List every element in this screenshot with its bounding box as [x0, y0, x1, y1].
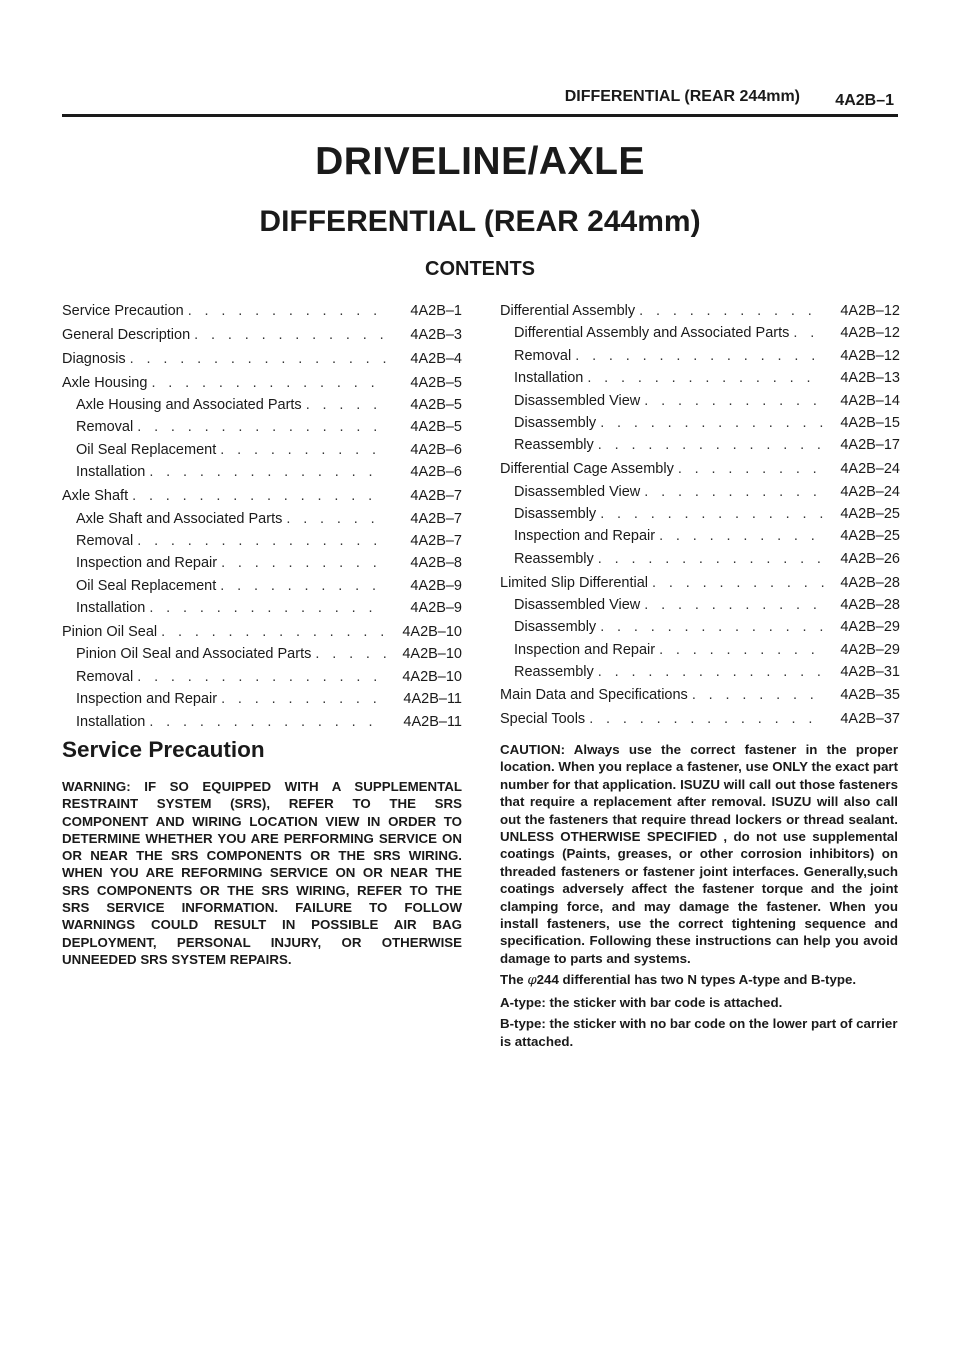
- toc-leader: [188, 303, 386, 319]
- toc-entry-page: 4A2B–24: [840, 483, 900, 500]
- toc-entry-page: 4A2B–29: [840, 641, 900, 658]
- toc-entry[interactable]: [500, 551, 900, 573]
- toc-entry-page: 4A2B–6: [410, 441, 462, 458]
- toc-entry-label: Differential Cage Assembly: [500, 461, 674, 478]
- toc-leader: [598, 437, 824, 453]
- toc-entry[interactable]: [62, 511, 462, 533]
- toc-entry[interactable]: [500, 506, 900, 528]
- toc-entry-page: 4A2B–11: [403, 691, 462, 708]
- toc-entry[interactable]: [500, 370, 900, 392]
- toc-entry-page: 4A2B–9: [410, 577, 462, 594]
- toc-entry[interactable]: [62, 624, 462, 646]
- toc-entry[interactable]: [500, 303, 900, 325]
- toc-leader: [600, 619, 824, 635]
- toc-entry-page: 4A2B–25: [840, 528, 900, 545]
- toc-entry-label: Oil Seal Replacement: [76, 577, 217, 594]
- toc-entry[interactable]: [62, 646, 462, 668]
- toc-right-column: [500, 303, 900, 733]
- toc-entry-label: Disassembled View: [514, 483, 641, 500]
- toc-entry[interactable]: [62, 327, 462, 349]
- toc-leader: [151, 375, 386, 391]
- toc-entry-label: Disassembled View: [514, 597, 641, 614]
- toc-leader: [598, 664, 824, 680]
- toc-leader: [589, 711, 824, 727]
- phi-prefix: The: [500, 972, 528, 988]
- toc-leader: [137, 669, 386, 685]
- toc-entry-page: 4A2B–12: [840, 347, 900, 364]
- toc-entry-page: 4A2B–29: [840, 619, 900, 636]
- toc-entry-label: Removal: [514, 347, 572, 364]
- toc-leader: [659, 528, 824, 544]
- toc-entry[interactable]: [500, 461, 900, 483]
- toc-entry[interactable]: [500, 664, 900, 686]
- toc-entry[interactable]: [62, 691, 462, 713]
- toc-entry-label: Installation: [514, 370, 584, 387]
- toc-entry-page: 4A2B–31: [840, 664, 900, 681]
- toc-entry-label: Differential Assembly and Associated Parts: [514, 325, 790, 342]
- toc-leader: [221, 691, 386, 707]
- toc-leader: [137, 533, 386, 549]
- toc-entry-label: Reassembly: [514, 437, 594, 454]
- toc-leader: [598, 551, 824, 567]
- toc-entry-label: Axle Housing and Associated Parts: [76, 397, 302, 414]
- toc-entry-label: Service Precaution: [62, 303, 184, 319]
- toc-entry-page: 4A2B–17: [840, 437, 900, 454]
- toc-entry-page: 4A2B–14: [840, 392, 900, 409]
- toc-entry[interactable]: [62, 578, 462, 600]
- toc-leader: [315, 646, 386, 662]
- toc-entry-page: 4A2B–26: [840, 550, 900, 567]
- toc-entry-page: 4A2B–5: [410, 419, 462, 436]
- toc-entry[interactable]: [62, 397, 462, 419]
- toc-entry[interactable]: [62, 464, 462, 486]
- toc-entry-page: 4A2B–24: [840, 461, 900, 478]
- toc-entry[interactable]: [62, 419, 462, 441]
- a-type-note: A-type: the sticker with bar code is attached.: [500, 994, 783, 1010]
- toc-left-column: [62, 303, 462, 736]
- toc-entry[interactable]: [62, 442, 462, 464]
- toc-entry-page: 4A2B–25: [840, 506, 900, 523]
- toc-entry[interactable]: [62, 488, 462, 510]
- toc-entry-label: Oil Seal Replacement: [76, 441, 217, 458]
- toc-entry[interactable]: [500, 597, 900, 619]
- toc-entry-page: 4A2B–7: [410, 510, 462, 527]
- toc-leader: [221, 555, 386, 571]
- toc-entry-label: Limited Slip Differential: [500, 574, 649, 591]
- phi-rest: 244 differential has two N types A-type and B-type.: [536, 972, 857, 988]
- toc-leader: [194, 327, 386, 343]
- toc-entry-page: 4A2B–37: [840, 710, 900, 727]
- toc-entry-label: Removal: [76, 532, 134, 549]
- toc-entry[interactable]: [500, 325, 900, 347]
- toc-entry[interactable]: [500, 528, 900, 550]
- toc-entry-label: Inspection and Repair: [514, 641, 656, 658]
- toc-leader: [132, 488, 386, 504]
- header-page-number: 4A2B–1: [835, 92, 894, 109]
- toc-entry-label: Disassembled View: [514, 392, 641, 409]
- toc-entry[interactable]: [62, 375, 462, 397]
- toc-entry[interactable]: [500, 711, 900, 733]
- toc-leader: [137, 419, 386, 435]
- toc-entry-page: 4A2B–12: [840, 303, 900, 319]
- toc-leader: [644, 393, 824, 409]
- phi-symbol: φ: [527, 973, 537, 989]
- toc-leader: [659, 642, 824, 658]
- toc-entry[interactable]: [500, 393, 900, 415]
- toc-entry-page: 4A2B–10: [402, 646, 462, 663]
- toc-entry-page: 4A2B–4: [410, 350, 462, 367]
- toc-entry-label: Axle Housing: [62, 374, 148, 391]
- toc-entry-page: 4A2B–11: [403, 713, 462, 730]
- toc-entry-page: 4A2B–7: [410, 488, 462, 505]
- toc-entry[interactable]: [500, 437, 900, 459]
- toc-entry-page: 4A2B–6: [410, 464, 462, 481]
- toc-leader: [306, 397, 386, 413]
- toc-entry-label: Reassembly: [514, 550, 594, 567]
- toc-entry[interactable]: [62, 555, 462, 577]
- toc-entry-page: 4A2B–10: [402, 623, 462, 640]
- toc-entry-label: Installation: [76, 464, 146, 481]
- toc-leader: [652, 575, 824, 591]
- toc-leader: [644, 597, 824, 613]
- toc-entry-page: 4A2B–28: [840, 574, 900, 591]
- toc-leader: [220, 442, 386, 458]
- toc-entry-page: 4A2B–28: [840, 597, 900, 614]
- caution-text: CAUTION: Always use the correct fastener in the proper location. When you replace a fastener, use ONLY the exact part number for that application. ISUZU will call out those fasteners that require a replacement after removal. ISUZU will also call out the fasteners that require thread lockers or thread sealant. UNLESS OTHERWISE SPECIFIED , do not use supplemental coatings (Paints, greases, or other corrosion inhibitors) on threaded fasteners or fastener joint interfaces. Generally,such coatings adversely affect the fastener torque and the joint clamping force, and may damage the fastener. When you install fasteners, use the correct tightening sequence and specification. Following these instructions can help you avoid damage to parts and systems.: [500, 742, 898, 966]
- phi-244-note: [500, 971, 898, 989]
- header-section-title: DIFFERENTIAL (REAR 244mm): [564, 88, 800, 105]
- toc-entry-page: 4A2B–3: [410, 326, 462, 343]
- toc-entry-label: Removal: [76, 419, 134, 436]
- toc-leader: [692, 687, 824, 703]
- toc-entry-page: 4A2B–10: [402, 668, 462, 685]
- main-title: DRIVELINE/AXLE: [315, 140, 645, 183]
- toc-entry-page: 4A2B–15: [840, 414, 900, 431]
- toc-leader: [286, 511, 386, 527]
- toc-entry[interactable]: [62, 303, 462, 325]
- toc-entry-label: Inspection and Repair: [76, 691, 218, 708]
- toc-entry-label: Installation: [76, 600, 146, 617]
- toc-entry-label: Pinion Oil Seal and Associated Parts: [76, 646, 312, 663]
- toc-entry[interactable]: [500, 348, 900, 370]
- toc-leader: [149, 600, 386, 616]
- toc-entry-label: Special Tools: [500, 710, 586, 727]
- toc-entry[interactable]: [500, 687, 900, 709]
- toc-entry[interactable]: [62, 669, 462, 691]
- toc-entry-label: Main Data and Specifications: [500, 686, 688, 703]
- toc-entry-label: Disassembly: [514, 506, 597, 523]
- toc-entry-label: Pinion Oil Seal: [62, 623, 158, 640]
- toc-entry-label: Installation: [76, 713, 146, 730]
- toc-entry-label: Inspection and Repair: [76, 555, 218, 572]
- toc-entry-label: Diagnosis: [62, 350, 126, 367]
- toc-leader: [678, 461, 824, 477]
- toc-entry-label: General Description: [62, 326, 191, 343]
- toc-entry-page: 4A2B–7: [410, 532, 462, 549]
- toc-entry[interactable]: [500, 619, 900, 641]
- toc-entry[interactable]: [500, 484, 900, 506]
- toc-entry[interactable]: [62, 533, 462, 555]
- page-header: [64, 88, 896, 108]
- toc-entry-label: Removal: [76, 668, 134, 685]
- toc-entry-label: Inspection and Repair: [514, 528, 656, 545]
- toc-entry-label: Disassembly: [514, 619, 597, 636]
- toc-entry-label: Axle Shaft: [62, 488, 129, 505]
- b-type-note: B-type: the sticker with no bar code on the lower part of carrier is attached.: [500, 1016, 898, 1049]
- service-precaution-heading: Service Precaution: [62, 737, 265, 762]
- toc-entry[interactable]: [62, 714, 462, 736]
- toc-entry-page: 4A2B–1: [410, 303, 462, 319]
- toc-leader: [220, 578, 386, 594]
- caution-block: [500, 741, 898, 1054]
- toc-leader: [161, 624, 386, 640]
- toc-leader: [575, 348, 824, 364]
- toc-leader: [639, 303, 824, 319]
- sub-title: DIFFERENTIAL (REAR 244mm): [259, 205, 701, 238]
- toc-entry-page: 4A2B–9: [410, 600, 462, 617]
- toc-entry-page: 4A2B–12: [840, 325, 900, 342]
- toc-leader: [600, 415, 824, 431]
- toc-entry-page: 4A2B–5: [410, 397, 462, 414]
- toc-entry-page: 4A2B–13: [840, 370, 900, 387]
- toc-entry[interactable]: [500, 415, 900, 437]
- toc-entry[interactable]: [500, 642, 900, 664]
- toc-entry-label: Disassembly: [514, 414, 597, 431]
- toc-leader: [149, 464, 386, 480]
- toc-leader: [600, 506, 824, 522]
- toc-leader: [587, 370, 824, 386]
- toc-leader: [130, 351, 386, 367]
- toc-entry-page: 4A2B–35: [840, 686, 900, 703]
- toc-leader: [149, 714, 386, 730]
- toc-entry-label: Differential Assembly: [500, 303, 636, 319]
- toc-entry-label: Reassembly: [514, 664, 594, 681]
- contents-heading: CONTENTS: [425, 258, 535, 280]
- toc-entry[interactable]: [500, 575, 900, 597]
- toc-entry-label: Axle Shaft and Associated Parts: [76, 510, 283, 527]
- toc-entry-page: 4A2B–8: [410, 555, 462, 572]
- toc-leader: [644, 484, 824, 500]
- header-rule: [62, 114, 898, 117]
- toc-entry-page: 4A2B–5: [410, 374, 462, 391]
- srs-warning-text: WARNING: IF SO EQUIPPED WITH A SUPPLEMENTAL RESTRAINT SYSTEM (SRS), REFER TO THE SRS COMPONENT AND WIRING LOCATION VIEW IN ORDER TO DETERMINE WHETHER YOU ARE PERFORMING SERVICE ON OR NEAR THE SRS COMPONENTS OR THE SRS WIRING. WHEN YOU ARE REFORMING SERVICE ON OR NEAR THE SRS COMPONENTS OR THE SRS WIRING, REFER TO THE SRS SERVICE INFORMATION. FAILURE TO FOLLOW WARNINGS COULD RESULT IN POSSIBLE AIR BAG DEPLOYMENT, PERSONAL INJURY, OR OTHERWISE UNNEEDED SRS SYSTEM REPAIRS.: [62, 779, 462, 967]
- toc-entry[interactable]: [62, 600, 462, 622]
- toc-entry[interactable]: [62, 351, 462, 373]
- toc-leader: [793, 325, 824, 341]
